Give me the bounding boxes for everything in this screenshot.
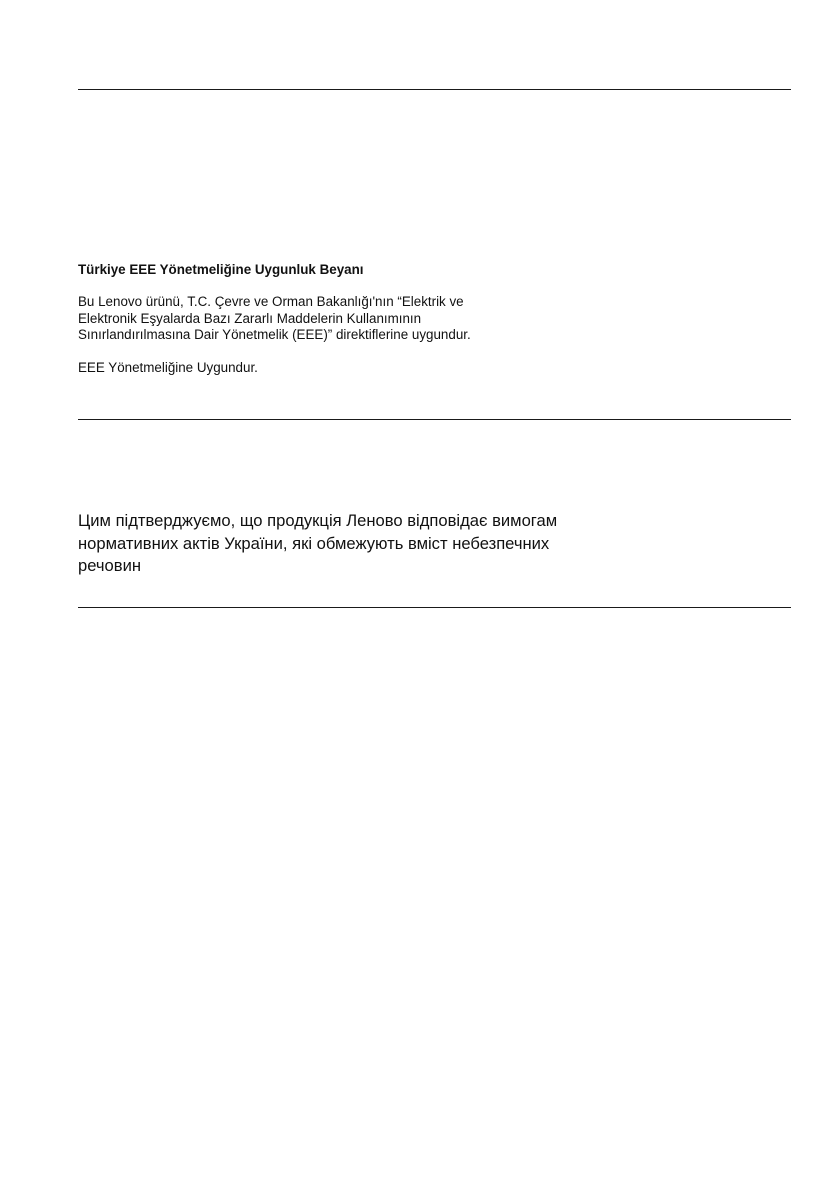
turkish-paragraph-line: Sınırlandırılmasına Dair Yönetmelik (EEE)” direktiflerine uygundur. xyxy=(78,327,471,342)
turkish-heading: Türkiye EEE Yönetmeliğine Uygunluk Beyanı xyxy=(78,262,364,277)
ukrainian-line: Цим підтверджуємо, що продукція Леново відповідає вимогам xyxy=(78,511,558,530)
paragraph-spacer xyxy=(78,344,638,360)
ukrainian-line: речовин xyxy=(78,556,142,575)
turkish-compliance-line: EEE Yönetmeliğine Uygundur. xyxy=(78,359,258,375)
turkish-paragraph xyxy=(78,294,638,344)
ukrainian-compliance-section xyxy=(78,510,718,578)
turkish-paragraph-line: Elektronik Eşyalarda Bazı Zararlı Maddelerin Kullanımının xyxy=(78,310,422,326)
turkish-paragraph-line: Bu Lenovo ürünü, T.C. Çevre ve Orman Bakanlığı'nın “Elektrik ve xyxy=(78,294,464,309)
middle-divider xyxy=(78,419,791,420)
top-divider xyxy=(78,89,791,90)
bottom-divider xyxy=(78,607,791,608)
turkish-compliance-section xyxy=(78,262,638,376)
ukrainian-line: нормативних актів України, які обмежують вміст небезпечних xyxy=(78,533,550,553)
